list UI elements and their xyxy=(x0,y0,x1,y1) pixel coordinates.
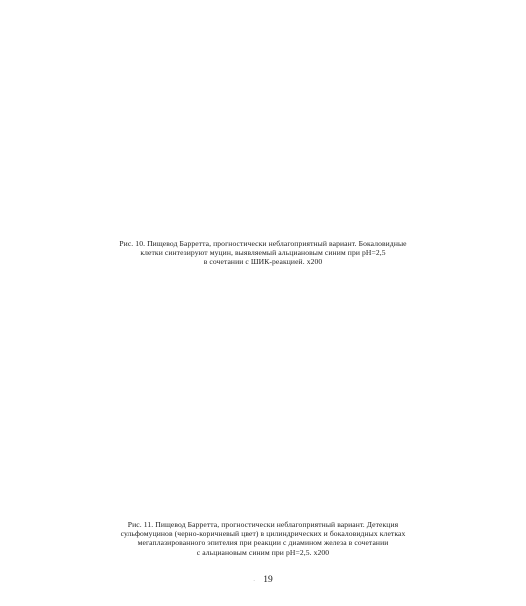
caption-line: Рис. 11. Пищевод Барретта, прогностически неблагоприятный вариант. Детекция xyxy=(127,520,399,529)
figure-10-image-area xyxy=(60,20,466,235)
caption-line: с альциановым синим при pH=2,5. х200 xyxy=(196,547,330,557)
caption-line: Рис. 10. Пищевод Барретта, прогностически неблагоприятный вариант. Бокаловидные xyxy=(119,239,407,248)
figure-11-image-area xyxy=(60,300,466,510)
figure-11-caption xyxy=(40,520,486,557)
page-number xyxy=(0,575,526,585)
page-marker: . xyxy=(253,576,255,583)
caption-line: клетки синтезируют муцин, выявляемый альциановым синим при pH=2,5 xyxy=(140,248,386,258)
figure-10-caption xyxy=(40,239,486,267)
caption-line: мегаплазированного эпителия при реакции с диамином железа в сочетании xyxy=(137,538,389,548)
page-number-value: 19 xyxy=(263,575,273,585)
caption-line: сульфомуцинов (черно-коричневый цвет) в цилиндрических и бокаловидных клетках xyxy=(120,529,406,539)
caption-line: в сочетании с ШИК-реакцией. х200 xyxy=(203,257,323,267)
